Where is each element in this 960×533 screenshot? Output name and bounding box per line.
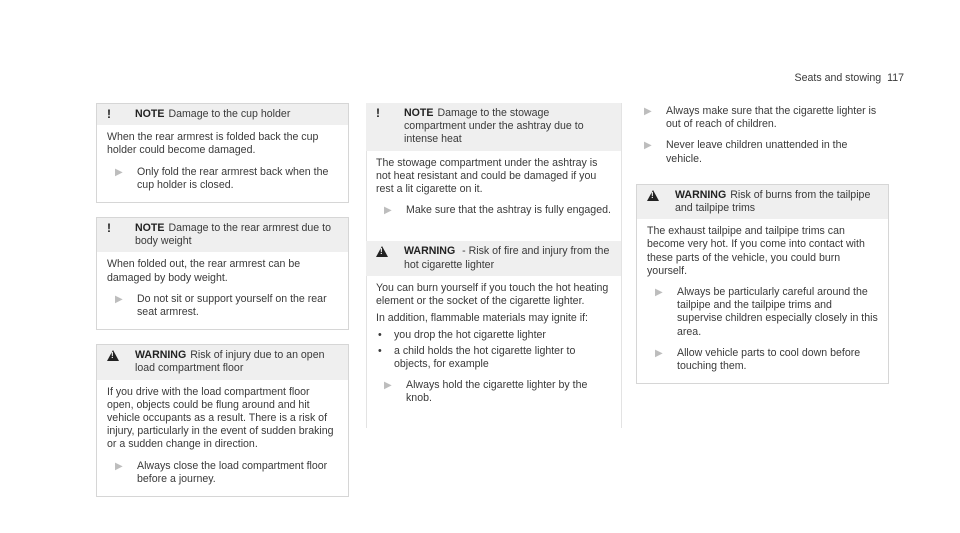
instruction: Always make sure that the cigarette lighter is out of reach of children. xyxy=(666,105,877,131)
column-3 xyxy=(636,103,889,400)
warning-body-2: In addition, flammable materials may ignite if: xyxy=(376,312,588,325)
warning-body: The exhaust tailpipe and tailpipe trims can become very hot. If you come into contact with these parts of the vehicle, you could burn yourself. xyxy=(647,225,865,277)
warning-label: WARNING xyxy=(404,245,456,258)
arrow-icon: ▶ xyxy=(384,380,392,392)
section-title: Seats and stowing xyxy=(794,72,882,84)
bullet-dot: • xyxy=(378,329,382,342)
warning-box-tailpipe xyxy=(636,184,889,384)
note-title: Damage to the stowage compartment under the ashtray due to intense heat xyxy=(404,107,584,146)
warning-box-cigarette-lighter xyxy=(366,241,621,415)
note-box-cup-holder xyxy=(96,103,349,203)
warning-icon xyxy=(647,189,675,215)
note-icon: ! xyxy=(376,106,380,120)
warning-icon xyxy=(376,245,404,271)
note-box-rear-armrest xyxy=(96,217,349,330)
instruction: Never leave children unattended in the vehicle. xyxy=(666,139,848,165)
note-title: Damage to the cup holder xyxy=(168,108,291,120)
column-2 xyxy=(366,103,621,429)
arrow-icon: ▶ xyxy=(115,293,123,305)
note-box-stowage xyxy=(366,103,621,227)
warning-title: - Risk of fire and injury from the hot cigarette lighter xyxy=(404,245,610,271)
arrow-icon: ▶ xyxy=(644,140,652,152)
arrow-icon: ▶ xyxy=(384,205,392,217)
note-body: When folded out, the rear armrest can be damaged by body weight. xyxy=(107,258,301,284)
list-item: you drop the hot cigarette lighter xyxy=(394,329,546,342)
note-body: The stowage compartment under the ashtray is not heat resistant and could be damaged if you rest a lit cigarette on it. xyxy=(376,156,598,196)
column-divider xyxy=(621,103,622,428)
arrow-icon: ▶ xyxy=(655,347,663,359)
warning-label: WARNING xyxy=(135,349,187,362)
bullet-dot: • xyxy=(378,344,382,357)
instruction: Only fold the rear armrest back when the cup holder is closed. xyxy=(137,165,329,191)
lighter-instructions xyxy=(636,105,889,174)
instruction: Always be particularly careful around the tailpipe and the tailpipe trims and supervise children especially closely in this area. xyxy=(677,286,878,338)
warning-box-load-floor xyxy=(96,344,349,497)
note-title: Damage to the rear armrest due to body weight xyxy=(135,222,331,248)
instruction: Allow vehicle parts to cool down before touching them. xyxy=(677,346,861,373)
page-number: 117 xyxy=(887,72,904,84)
note-icon: ! xyxy=(107,107,111,121)
note-label: NOTE xyxy=(404,107,434,119)
note-icon: ! xyxy=(107,221,111,236)
note-label: NOTE xyxy=(135,108,165,120)
instruction: Always hold the cigarette lighter by the knob. xyxy=(406,379,588,405)
page-header xyxy=(795,72,904,85)
arrow-icon: ▶ xyxy=(115,460,123,472)
warning-title: Risk of burns from the tailpipe and tailpipe trims xyxy=(675,188,871,215)
arrow-icon: ▶ xyxy=(115,166,123,178)
column-1 xyxy=(96,103,349,511)
instruction: Make sure that the ashtray is fully engaged. xyxy=(406,204,611,217)
arrow-icon: ▶ xyxy=(655,287,663,299)
instruction: Do not sit or support yourself on the rear seat armrest. xyxy=(137,292,327,319)
list-item: a child holds the hot cigarette lighter to objects, for example xyxy=(394,344,576,370)
note-body: When the rear armrest is folded back the cup holder could become damaged. xyxy=(107,131,319,157)
warning-label: WARNING xyxy=(675,188,727,201)
warning-body: If you drive with the load compartment floor open, objects could be flung around and hit vehicle occupants as a result. There is a risk of injury, particularly in the event of sudden braking or a sudden change in direction. xyxy=(107,385,334,451)
note-label: NOTE xyxy=(135,222,165,235)
instruction: Always close the load compartment floor before a journey. xyxy=(137,459,328,485)
warning-title: Risk of injury due to an open load compartment floor xyxy=(135,349,325,375)
warning-icon xyxy=(107,349,135,375)
warning-body: You can burn yourself if you touch the hot heating element or the socket of the cigarette lighter. xyxy=(376,281,609,308)
arrow-icon: ▶ xyxy=(644,106,652,117)
